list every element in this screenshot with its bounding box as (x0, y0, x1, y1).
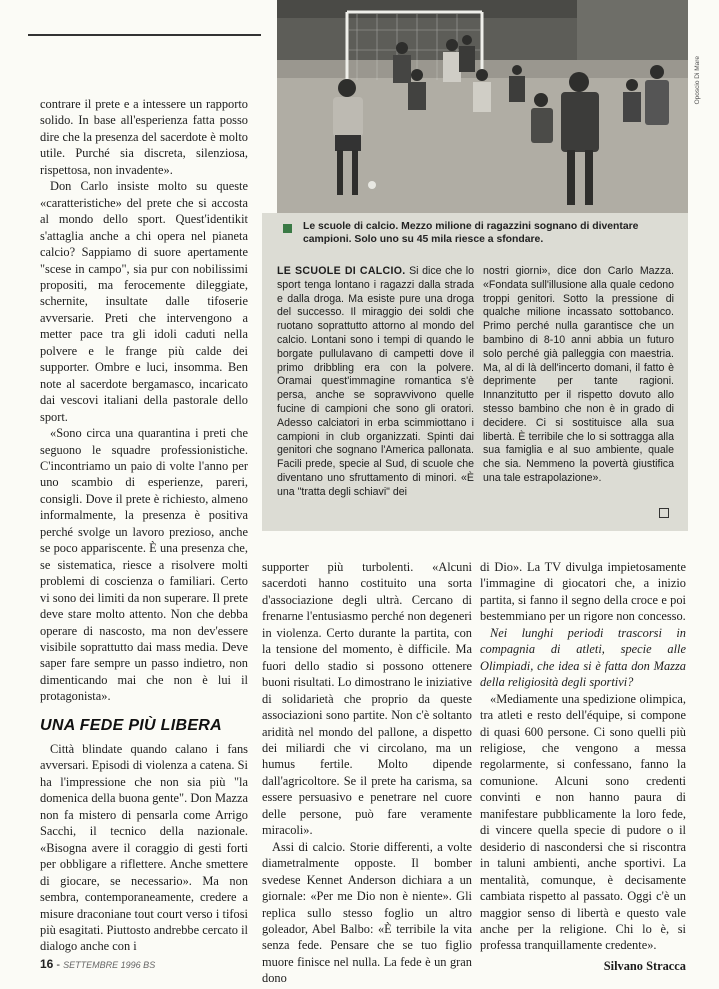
caption-marker (283, 224, 292, 233)
end-square-icon (659, 508, 669, 518)
issue-label: SETTEMBRE 1996 BS (63, 960, 156, 970)
middle-column (262, 559, 472, 987)
football-photo (277, 0, 688, 214)
paragraph: «Mediamente una spedizione olimpica, tra atleti e resto dell'équipe, si compone di quasi 600 persone. Ci sono quelli più religiose, che vengono a messa regolarmente, si confessano, fanno la comunione. Alcuni sono credenti convinti e non hanno paura di manifestare pubblicamente la loro fede, di vincere quella specie di pudore o il desiderio di nascondersi che si riscontra in taluni ambienti, anche sportivi. La mentalità, comunque, è decisamente cambiata rispetto al passato. Oggi c'è un maggior senso di libertà e questo vale anche per la religione. Chi lo è, si professa tranquillamente credente». (480, 691, 686, 953)
right-column (480, 559, 686, 974)
sidebar-text-1: Si dice che lo sport tenga lontano i ragazzi dalla strada e dalla droga. Ma esiste pure una droga del successo. Il miraggio dei soldi che ruotano soprattutto attorno al mondo del calcio. Lontani sono i tempi di quando le borgate pullulavano di campetti dove il primo dribbling era con la polvere. Oramai quest'immagine romantica s'è persa, anche se sopravvivono quelle fucine di campioni che sono gli oratori. Adesso calciatori in erba scimmiottano i campioni in club organizzati. Spinti dai genitori che sognano l'America pallonata. Facili prede, specie al Sud, di scuole che diventano uno sfruttamento di minori. «È una "tratta degli schiavi" dei (277, 265, 474, 498)
paragraph: Città blindate quando calano i fans avversari. Episodi di violenza a catena. Si ha l'impressione che non sia più "la domenica della buona gente". Don Mazza non fa mistero di pensarla come Arrigo Sacchi, il tecnico della nazionale. «Bisogna avere il coraggio di gesti forti per obbligare a riflettere. Anche smettere di giocare, se necessario». Ma non sembra, contemporaneamente, credere a misure draconiane tout court verso i tifosi più esagitati. Piuttosto andrebbe cercato il dialogo anche con i (40, 742, 248, 954)
paragraph: Assi di calcio. Storie differenti, a volte diametralmente opposte. Il bomber svedese Kennet Anderson dichiara a un giornale: «Per me Dio non è niente». Gli replica sullo stesso foglio un altro goleador, Abel Balbo: «È terribile la vita senza fede. Pensare che se tuo figlio muore finisce nel nulla. La fede è un gran dono (262, 839, 472, 986)
sidebar-title: LE SCUOLE DI CALCIO. (277, 265, 406, 277)
football-scene-image (277, 0, 688, 214)
paragraph: di Dio». La TV divulga impietosamente l'immagine di giocatori che, a inizio partita, si fanno il segno della croce e poi bestemmiano per un rigore non concesso. (480, 560, 686, 624)
paragraph: Don Carlo insiste molto su queste «caratteristiche» del prete che si accosta al mondo dello sport. Quest'identikit s'attaglia anche a chi opera nel pianeta calcio? Sappiamo di suore apertamente "scese in campo", sia pur con nobilissimi propositi, ma ferocemente dileggiate, schernite, insultate dalle tifoserie avversarie. Preti che intervengono a metter pace tra gli idoli caduti nella polvere e le frange più calde dei supporter. Ombre e luci, insomma. Ben note al sacerdote bergamasco, incaricato dai vescovi italiani della pastorale dello sport. (40, 179, 248, 424)
sidebar-text-2: nostri giorni», dice don Carlo Mazza. «Fondata sull'illusione alla quale cedono troppi genitori. Sotto la pressione di qualche milione incassato sottobanco. Primo perché nulla garantisce che un bambino di 8-10 anni abbia un futuro solo perché già palleggia con maestria. Ma, al di là dell'incerto domani, il fatto è deprimente per tante ragioni. Innanzitutto per il rispetto dovuto allo stesso bambino che non è in grado di decidere. Ci si sostituisce alla sua libertà. È terribile che lo si sottragga alla sua famiglia e al suo ambiente, quale che sia. Nemmeno la povertà giustifica una tale estrapolazione». (483, 265, 674, 484)
sidebar-column-2 (483, 265, 674, 486)
page-number: 16 (40, 957, 54, 971)
photo-caption: Le scuole di calcio. Mezzo milione di ragazzini sognano di diventare campioni. Solo uno su 45 mila riesce a sfondare. (303, 221, 639, 245)
author-signature: Silvano Stracca (603, 958, 686, 973)
sidebar-column-1 (277, 265, 474, 500)
top-rule (28, 34, 261, 36)
page-footer: 16 - SETTEMBRE 1996 BS (40, 957, 156, 971)
photo-credit: Oposcio Di Mare (694, 56, 701, 105)
section-heading: UNA FEDE PIÙ LIBERA (40, 717, 223, 734)
left-column-continued (40, 741, 248, 955)
paragraph: contrare il prete e a intessere un rapporto solido. In base all'esperienza fatta posso dire che la presenza del sacerdote è molto utile. Purché sia discreta, silenziosa, rispettosa, non invadente». (40, 97, 248, 177)
left-column (40, 96, 248, 705)
paragraph: supporter più turbolenti. «Alcuni sacerdoti hanno costituito una sorta d'associazione degli ultrà. Cercano di frenarne l'entusiasmo perché non degeneri in violenza. Certo durante la partita, con la tensione del momento, è difficile. Ma fuori dello stadio si possono ottenere buoni risultati. Lo dimostrano le iniziative di solidarietà che proprio da queste associazioni sono partite. Non c'è soltanto aridità nel mondo del pallone, a dispetto dei miliardi che vi circolano, ma un humus fertile. Molto dipende dall'agricoltore. Se il prete ha carisma, sa essere persuasivo e penetrare nel cuore delle persone, può fare veramente miracoli». (262, 560, 472, 838)
interview-question: Nei lunghi periodi trascorsi in compagnia di atleti, specie alle Olimpiadi, che idea si è fatta don Mazza della religiosità degli sportivi? (480, 625, 686, 690)
paragraph: «Sono circa una quarantina i preti che seguono le squadre professionistiche. C'incontriamo un paio di volte l'anno per uno scambio di esperienze, pareri, consigli. Dove il prete è richiesto, almeno informalmente, la presenza è positiva perché svolge un lavoro prezioso, anche se poco appariscente. È una presenza che, se sistematica, riesce a risolvere molti problemi di coscienza o familiari. Certo vi sono dei limiti da non superare. Il prete deve stare molto attento. Non che debba operare di nascosto, ma non dev'essere visibile soprattutto dai mass media. Deve saper fare sempre un passo indietro, non dimenticando mai che non è lui il protagonista». (40, 426, 248, 704)
